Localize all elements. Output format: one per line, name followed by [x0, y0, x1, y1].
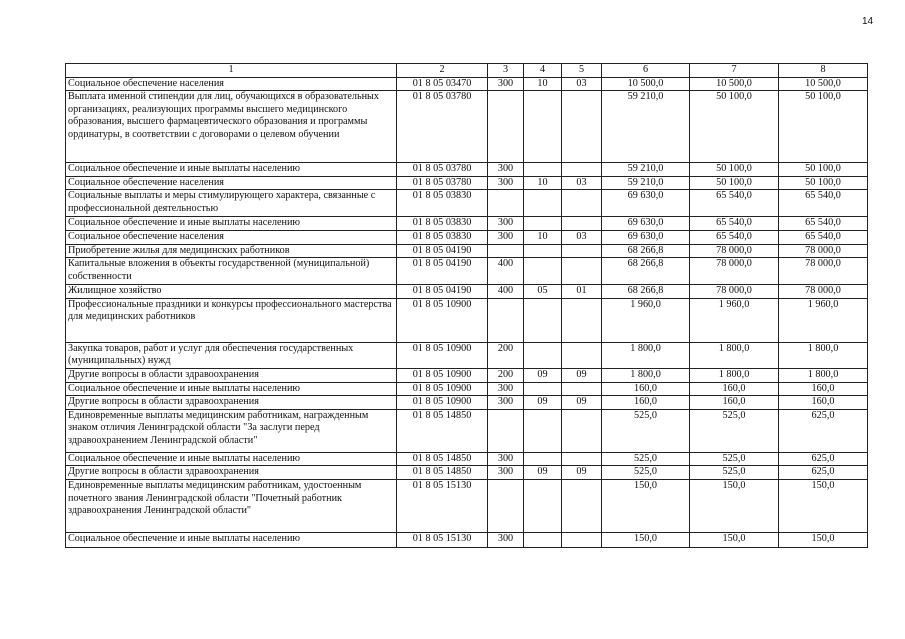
- table-row: [66, 479, 868, 532]
- row-value-col8: 160,0: [779, 382, 868, 396]
- row-value-col6: 525,0: [602, 466, 690, 480]
- row-value-col7: 525,0: [690, 452, 779, 466]
- table-header-row: [66, 64, 868, 78]
- row-value-col6: 69 630,0: [602, 190, 690, 217]
- row-pr-cell: [562, 217, 602, 231]
- row-pr-cell: [562, 91, 602, 163]
- column-header: 5: [562, 64, 602, 78]
- row-vr-cell: [488, 409, 524, 452]
- row-rz-cell: 09: [524, 368, 562, 382]
- row-value-col6: 68 266,8: [602, 285, 690, 299]
- row-rz-cell: [524, 382, 562, 396]
- row-value-col8: 65 540,0: [779, 190, 868, 217]
- row-pr-cell: [562, 244, 602, 258]
- row-rz-cell: 09: [524, 396, 562, 410]
- row-code-cell: 01 8 05 15130: [397, 532, 488, 547]
- row-value-col6: 150,0: [602, 479, 690, 532]
- row-vr-cell: 300: [488, 163, 524, 177]
- row-rz-cell: [524, 91, 562, 163]
- row-pr-cell: 03: [562, 230, 602, 244]
- row-code-cell: 01 8 05 15130: [397, 479, 488, 532]
- row-value-col8: 150,0: [779, 479, 868, 532]
- row-value-col8: 78 000,0: [779, 258, 868, 285]
- row-name-cell: Социальное обеспечение и иные выплаты населению: [66, 163, 397, 177]
- column-header: 7: [690, 64, 779, 78]
- row-value-col6: 160,0: [602, 396, 690, 410]
- row-name-cell: Единовременные выплаты медицинским работникам, удостоенным почетного звания Ленинградской области "Почетный работник здравоохранения Ленинградской области": [66, 479, 397, 532]
- row-name-cell: Социальное обеспечение и иные выплаты населению: [66, 532, 397, 547]
- row-code-cell: 01 8 05 04190: [397, 244, 488, 258]
- row-code-cell: 01 8 05 03470: [397, 77, 488, 91]
- row-value-col7: 78 000,0: [690, 244, 779, 258]
- row-rz-cell: 10: [524, 230, 562, 244]
- row-value-col8: 1 800,0: [779, 342, 868, 368]
- column-header: 2: [397, 64, 488, 78]
- row-name-cell: Выплата именной стипендии для лиц, обучающихся в образовательных организациях, реализующих программы высшего медицинского образования, высшего фармацевтического образования и программы ординатуры, в соответствии с договорами о целевом обучении: [66, 91, 397, 163]
- row-rz-cell: [524, 244, 562, 258]
- page-number: 14: [862, 16, 874, 27]
- row-value-col7: 78 000,0: [690, 285, 779, 299]
- table-row: [66, 396, 868, 410]
- row-vr-cell: 300: [488, 77, 524, 91]
- row-value-col6: 69 630,0: [602, 230, 690, 244]
- row-vr-cell: 300: [488, 176, 524, 190]
- row-value-col6: 68 266,8: [602, 258, 690, 285]
- row-rz-cell: 05: [524, 285, 562, 299]
- row-vr-cell: [488, 298, 524, 342]
- row-value-col6: 525,0: [602, 409, 690, 452]
- table-row: [66, 466, 868, 480]
- table-row: [66, 77, 868, 91]
- row-value-col6: 69 630,0: [602, 217, 690, 231]
- row-value-col8: 160,0: [779, 396, 868, 410]
- row-value-col6: 59 210,0: [602, 163, 690, 177]
- row-value-col6: 68 266,8: [602, 244, 690, 258]
- row-value-col7: 525,0: [690, 409, 779, 452]
- row-rz-cell: [524, 532, 562, 547]
- row-name-cell: Социальное обеспечение населения: [66, 230, 397, 244]
- row-rz-cell: [524, 298, 562, 342]
- row-vr-cell: 300: [488, 532, 524, 547]
- row-rz-cell: [524, 452, 562, 466]
- table-row: [66, 244, 868, 258]
- table-row: [66, 409, 868, 452]
- table-row: [66, 258, 868, 285]
- row-name-cell: Приобретение жилья для медицинских работников: [66, 244, 397, 258]
- row-code-cell: 01 8 05 03830: [397, 230, 488, 244]
- row-pr-cell: [562, 409, 602, 452]
- row-name-cell: Социальное обеспечение и иные выплаты населению: [66, 452, 397, 466]
- table-row: [66, 217, 868, 231]
- row-vr-cell: [488, 190, 524, 217]
- row-pr-cell: 03: [562, 176, 602, 190]
- row-name-cell: Социальное обеспечение и иные выплаты населению: [66, 217, 397, 231]
- row-code-cell: 01 8 05 03780: [397, 163, 488, 177]
- row-value-col8: 150,0: [779, 532, 868, 547]
- row-value-col8: 50 100,0: [779, 91, 868, 163]
- row-name-cell: Социальные выплаты и меры стимулирующего характера, связанные с профессиональной деятельностью: [66, 190, 397, 217]
- row-value-col6: 59 210,0: [602, 91, 690, 163]
- row-code-cell: 01 8 05 14850: [397, 466, 488, 480]
- row-value-col7: 1 800,0: [690, 342, 779, 368]
- row-value-col8: 10 500,0: [779, 77, 868, 91]
- row-name-cell: Профессиональные праздники и конкурсы профессионального мастерства для медицинских работников: [66, 298, 397, 342]
- row-value-col6: 1 960,0: [602, 298, 690, 342]
- table-row: [66, 298, 868, 342]
- row-name-cell: Капитальные вложения в объекты государственной (муниципальной) собственности: [66, 258, 397, 285]
- row-value-col6: 1 800,0: [602, 368, 690, 382]
- row-pr-cell: 09: [562, 368, 602, 382]
- table-row: [66, 285, 868, 299]
- table-row: [66, 382, 868, 396]
- row-vr-cell: 300: [488, 217, 524, 231]
- row-vr-cell: 300: [488, 396, 524, 410]
- row-pr-cell: [562, 382, 602, 396]
- row-rz-cell: [524, 258, 562, 285]
- row-pr-cell: [562, 298, 602, 342]
- row-pr-cell: [562, 532, 602, 547]
- row-value-col8: 625,0: [779, 452, 868, 466]
- row-name-cell: Социальное обеспечение населения: [66, 176, 397, 190]
- row-value-col8: 50 100,0: [779, 176, 868, 190]
- row-rz-cell: [524, 479, 562, 532]
- row-value-col7: 150,0: [690, 479, 779, 532]
- row-code-cell: 01 8 05 03780: [397, 176, 488, 190]
- row-code-cell: 01 8 05 03830: [397, 217, 488, 231]
- row-name-cell: Единовременные выплаты медицинским работникам, награжденным знаком отличия Ленинградской области "За заслуги перед здравоохранением Ленинградской области": [66, 409, 397, 452]
- table-row: [66, 91, 868, 163]
- row-name-cell: Другие вопросы в области здравоохранения: [66, 396, 397, 410]
- row-pr-cell: [562, 342, 602, 368]
- column-header: 8: [779, 64, 868, 78]
- row-name-cell: Другие вопросы в области здравоохранения: [66, 368, 397, 382]
- row-code-cell: 01 8 05 10900: [397, 382, 488, 396]
- row-value-col7: 65 540,0: [690, 230, 779, 244]
- row-value-col7: 160,0: [690, 396, 779, 410]
- row-value-col7: 10 500,0: [690, 77, 779, 91]
- row-code-cell: 01 8 05 14850: [397, 409, 488, 452]
- row-name-cell: Закупка товаров, работ и услуг для обеспечения государственных (муниципальных) нужд: [66, 342, 397, 368]
- row-value-col8: 65 540,0: [779, 217, 868, 231]
- row-code-cell: 01 8 05 03780: [397, 91, 488, 163]
- row-value-col7: 50 100,0: [690, 91, 779, 163]
- row-code-cell: 01 8 05 10900: [397, 298, 488, 342]
- row-rz-cell: [524, 217, 562, 231]
- row-pr-cell: 03: [562, 77, 602, 91]
- row-value-col7: 78 000,0: [690, 258, 779, 285]
- row-value-col8: 625,0: [779, 466, 868, 480]
- table-row: [66, 532, 868, 547]
- table-row: [66, 190, 868, 217]
- row-vr-cell: 300: [488, 466, 524, 480]
- row-pr-cell: [562, 190, 602, 217]
- row-code-cell: 01 8 05 03830: [397, 190, 488, 217]
- row-value-col7: 50 100,0: [690, 163, 779, 177]
- row-code-cell: 01 8 05 04190: [397, 285, 488, 299]
- table-row: [66, 452, 868, 466]
- table-row: [66, 176, 868, 190]
- row-value-col7: 65 540,0: [690, 217, 779, 231]
- row-value-col6: 150,0: [602, 532, 690, 547]
- row-vr-cell: [488, 479, 524, 532]
- row-name-cell: Жилищное хозяйство: [66, 285, 397, 299]
- row-vr-cell: 300: [488, 452, 524, 466]
- row-value-col8: 78 000,0: [779, 244, 868, 258]
- row-code-cell: 01 8 05 14850: [397, 452, 488, 466]
- row-value-col6: 525,0: [602, 452, 690, 466]
- row-value-col6: 1 800,0: [602, 342, 690, 368]
- row-vr-cell: 200: [488, 342, 524, 368]
- row-pr-cell: [562, 258, 602, 285]
- row-value-col6: 10 500,0: [602, 77, 690, 91]
- row-code-cell: 01 8 05 04190: [397, 258, 488, 285]
- row-pr-cell: [562, 163, 602, 177]
- table-row: [66, 368, 868, 382]
- column-header: 1: [66, 64, 397, 78]
- row-code-cell: 01 8 05 10900: [397, 396, 488, 410]
- row-rz-cell: 10: [524, 176, 562, 190]
- row-code-cell: 01 8 05 10900: [397, 342, 488, 368]
- row-value-col7: 50 100,0: [690, 176, 779, 190]
- row-name-cell: Другие вопросы в области здравоохранения: [66, 466, 397, 480]
- row-value-col7: 150,0: [690, 532, 779, 547]
- table-row: [66, 163, 868, 177]
- row-rz-cell: [524, 163, 562, 177]
- row-pr-cell: [562, 479, 602, 532]
- row-name-cell: Социальное обеспечение и иные выплаты населению: [66, 382, 397, 396]
- row-rz-cell: 10: [524, 77, 562, 91]
- column-header: 3: [488, 64, 524, 78]
- row-pr-cell: 09: [562, 396, 602, 410]
- row-value-col7: 160,0: [690, 382, 779, 396]
- column-header: 4: [524, 64, 562, 78]
- row-value-col7: 1 800,0: [690, 368, 779, 382]
- column-header: 6: [602, 64, 690, 78]
- row-rz-cell: [524, 409, 562, 452]
- row-pr-cell: 09: [562, 466, 602, 480]
- row-vr-cell: 400: [488, 285, 524, 299]
- row-value-col8: 1 960,0: [779, 298, 868, 342]
- row-value-col8: 50 100,0: [779, 163, 868, 177]
- row-value-col8: 1 800,0: [779, 368, 868, 382]
- row-pr-cell: 01: [562, 285, 602, 299]
- row-vr-cell: [488, 91, 524, 163]
- row-rz-cell: 09: [524, 466, 562, 480]
- row-pr-cell: [562, 452, 602, 466]
- row-name-cell: Социальное обеспечение населения: [66, 77, 397, 91]
- budget-table: [65, 63, 868, 548]
- row-value-col7: 65 540,0: [690, 190, 779, 217]
- row-value-col7: 525,0: [690, 466, 779, 480]
- row-value-col8: 65 540,0: [779, 230, 868, 244]
- row-value-col6: 59 210,0: [602, 176, 690, 190]
- row-code-cell: 01 8 05 10900: [397, 368, 488, 382]
- row-value-col6: 160,0: [602, 382, 690, 396]
- row-vr-cell: 300: [488, 230, 524, 244]
- row-vr-cell: 200: [488, 368, 524, 382]
- row-vr-cell: 300: [488, 382, 524, 396]
- row-value-col8: 78 000,0: [779, 285, 868, 299]
- table-row: [66, 342, 868, 368]
- row-vr-cell: 400: [488, 258, 524, 285]
- row-rz-cell: [524, 190, 562, 217]
- row-value-col8: 625,0: [779, 409, 868, 452]
- row-rz-cell: [524, 342, 562, 368]
- table-row: [66, 230, 868, 244]
- row-vr-cell: [488, 244, 524, 258]
- row-value-col7: 1 960,0: [690, 298, 779, 342]
